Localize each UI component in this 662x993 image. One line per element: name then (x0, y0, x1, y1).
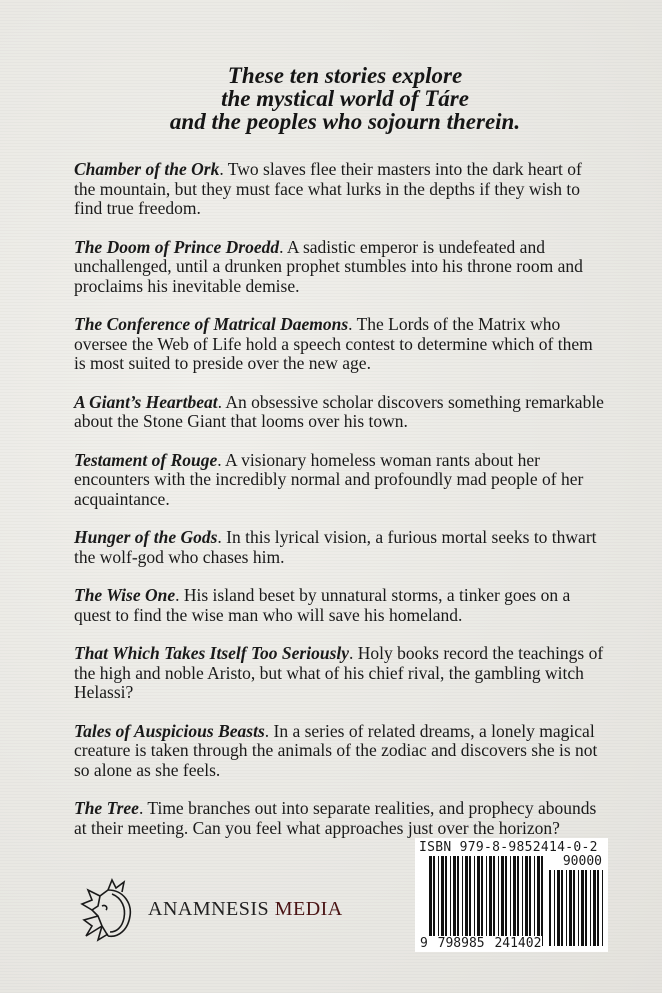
story-item (74, 586, 606, 625)
story-item (74, 451, 606, 510)
barcode-bar (590, 870, 591, 946)
barcode-bar (593, 870, 596, 946)
story-title: The Wise One (74, 585, 176, 605)
story-list (74, 160, 606, 857)
story-title: The Conference of Matrical Daemons (74, 314, 349, 334)
story-item (74, 315, 606, 374)
barcode-bar (505, 856, 507, 946)
barcode-bar (498, 856, 499, 946)
story-blurb: . A visionary homeless woman rants about her encounters with the incredibly normal and profoundly mad people of her acquaintance. (74, 449, 584, 509)
story-blurb: . Time branches out into separate realities, and prophecy abounds at their meeting. Can you feel what approaches just over the horizon? (74, 798, 597, 838)
story-blurb: . A sadistic emperor is undefeated and unchallenged, until a drunken prophet stumbles into his throne room and proclaims his inevitable demise. (74, 236, 583, 296)
barcode-bar (534, 856, 535, 946)
story-item (74, 644, 606, 703)
barcode-bar (554, 870, 555, 946)
barcode-bar (429, 856, 432, 946)
barcode-bar (457, 856, 459, 946)
ean-digits (419, 936, 542, 951)
barcode-bar (517, 856, 519, 946)
barcode-bar (493, 856, 495, 946)
story-title: Hunger of the Gods (74, 527, 218, 547)
story-blurb: . An obsessive scholar discovers something remarkable about the Stone Giant that looms over his town. (74, 391, 604, 431)
story-blurb: . In this lyrical vision, a furious mortal seeks to thwart the wolf-god who chases him. (74, 527, 597, 567)
isbn-text: ISBN 979-8-9852414-0-2 (419, 840, 598, 855)
barcode-bar (441, 856, 444, 946)
barcode-bar (597, 870, 599, 946)
barcode-bar (529, 856, 531, 946)
barcode-bar (537, 856, 540, 946)
barcode-bar (453, 856, 456, 946)
barcode-bar (602, 870, 603, 946)
barcode-bar (510, 856, 511, 946)
barcode-bar (569, 870, 572, 946)
story-item (74, 722, 606, 781)
story-title: The Tree (74, 798, 139, 818)
story-title: Testament of Rouge (74, 449, 218, 470)
barcode-bar (465, 856, 468, 946)
isbn-barcode (415, 838, 608, 952)
ean-left: 798985 (437, 936, 485, 951)
sun-face-logo-icon (78, 876, 138, 942)
story-blurb: . Two slaves flee their masters into the dark heart of the mountain, but they must face what lurks in the depths if they wish to find true freedom. (74, 159, 582, 218)
story-blurb: . His island beset by unnatural storms, a tinker goes on a quest to find the wise man who will save his homeland. (74, 585, 571, 625)
barcode-bar (474, 856, 475, 946)
story-item (74, 528, 606, 567)
barcode-bar (522, 856, 523, 946)
price-code: 90000 (562, 854, 602, 869)
barcode-bar (462, 856, 463, 946)
barcode-bar (445, 856, 447, 946)
story-item (74, 160, 606, 219)
barcode-bar (477, 856, 480, 946)
barcode-bar (561, 870, 563, 946)
tagline-line: the mystical world of Táre (221, 86, 469, 111)
tagline-line: These ten stories explore (227, 63, 463, 88)
barcode-bar (469, 856, 471, 946)
story-blurb: . Holy books record the teachings of the high and noble Aristo, but what of his chief rival, the gambling witch Helassi? (74, 643, 604, 702)
barcode-bar (557, 870, 560, 946)
barcode-bar (450, 856, 451, 946)
barcode-bar (489, 856, 492, 946)
barcode-bar (481, 856, 483, 946)
publisher-name (148, 898, 343, 921)
publisher-name-part1: ANAMNESIS (148, 898, 270, 920)
story-title: The Doom of Prince Droedd (74, 236, 280, 257)
story-blurb: . The Lords of the Matrix who oversee the Web of Life hold a speech contest to determine which of them is most suited to preside over the new age. (74, 314, 593, 373)
barcode-bar (525, 856, 528, 946)
tagline (20, 64, 662, 133)
barcode-bar (585, 870, 587, 946)
ean-right: 241402 (494, 936, 542, 951)
barcode-bar (486, 856, 487, 946)
story-item (74, 799, 606, 838)
story-title: Chamber of the Ork (74, 159, 220, 179)
story-item (74, 238, 606, 297)
barcode-bar (541, 856, 543, 946)
story-item (74, 393, 606, 432)
barcode-bar (513, 856, 516, 946)
barcode-bar (501, 856, 504, 946)
barcode-bar (573, 870, 575, 946)
barcode-bar (578, 870, 579, 946)
barcode-bar (549, 870, 551, 946)
tagline-line: and the peoples who sojourn therein. (169, 109, 521, 134)
story-title: That Which Takes Itself Too Seriously (74, 643, 350, 663)
story-blurb: . In a series of related dreams, a lonely magical creature is taken through the animals of the zodiac and discovers she is not so alone as she feels. (74, 720, 598, 780)
barcode-bar (566, 870, 567, 946)
story-title: A Giant’s Heartbeat (74, 391, 218, 412)
publisher-name-part2: MEDIA (274, 898, 343, 920)
barcode-bar (438, 856, 439, 946)
story-title: Tales of Auspicious Beasts (74, 720, 265, 741)
ean-lead: 9 (420, 936, 428, 951)
barcode-bar (581, 870, 584, 946)
barcode-bar (433, 856, 435, 946)
